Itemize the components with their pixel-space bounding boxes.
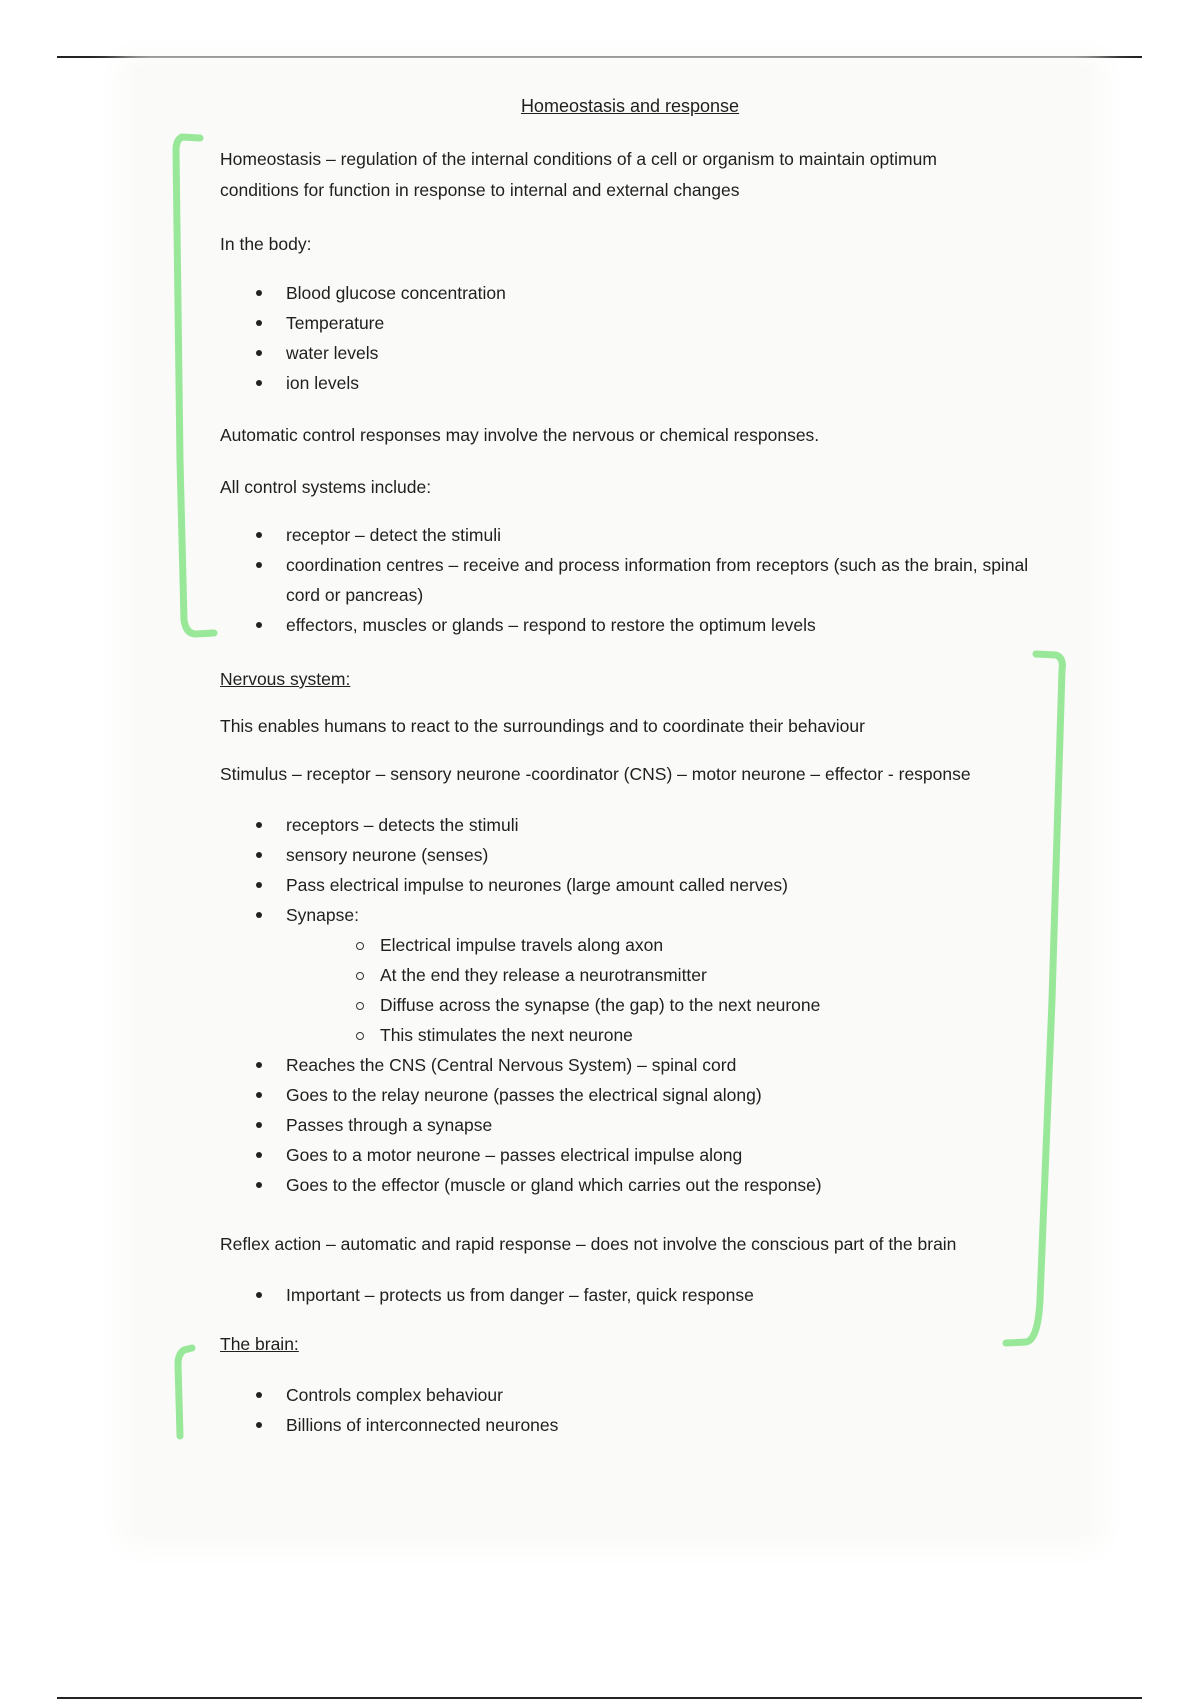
circle-bullet-icon [356,942,364,950]
bullet-icon [256,532,262,538]
list-item-text: receptor – detect the stimuli [286,525,501,545]
in-body-label: In the body: [220,234,312,254]
bullet-icon [256,1152,262,1158]
control-systems-list [250,520,1030,640]
bullet-icon [256,852,262,858]
bullet-icon [256,1292,262,1298]
list-item [250,840,1030,870]
sub-list-item-text: This stimulates the next neurone [380,1025,633,1045]
list-item [250,1280,1030,1310]
sub-list-item-text: Electrical impulse travels along axon [380,935,664,955]
bullet-icon [256,822,262,828]
list-item [250,338,1030,368]
list-item-text: coordination centres – receive and process information from receptors (such as the brain, spinal cord or pancreas) [286,555,1029,605]
circle-bullet-icon [356,1002,364,1010]
bullet-icon [256,1062,262,1068]
bullet-icon [256,912,262,918]
sub-list-item [286,990,1030,1020]
page-title: Homeostasis and response [520,96,740,116]
sub-list-item [286,1020,1030,1050]
in-body-list [250,278,1030,398]
list-item [250,550,1030,610]
list-item [250,1110,1030,1140]
list-item-text: Blood glucose concentration [286,283,506,303]
bullet-icon [256,380,262,386]
bullet-icon [256,350,262,356]
bullet-icon [256,1122,262,1128]
list-item-text: Passes through a synapse [286,1115,493,1135]
automatic-control-text: Automatic control responses may involve the nervous or chemical responses. [220,425,820,445]
bullet-icon [256,1092,262,1098]
bullet-icon [256,1182,262,1188]
list-item-text: sensory neurone (senses) [286,845,489,865]
list-item-text: receptors – detects the stimuli [286,815,519,835]
nervous-pathway-text: Stimulus – receptor – sensory neurone -coordinator (CNS) – motor neurone – effector - response [220,764,971,784]
synapse-sublist [286,930,1030,1050]
bullet-icon [256,1422,262,1428]
circle-bullet-icon [356,1032,364,1040]
list-item [250,1050,1030,1080]
list-item-text: Goes to a motor neurone – passes electrical impulse along [286,1145,743,1165]
bottom-rule [57,1697,1142,1699]
bullet-icon [256,320,262,326]
list-item-text: water levels [286,343,379,363]
reflex-list [250,1280,1030,1310]
list-item-text: Important – protects us from danger – faster, quick response [286,1285,754,1305]
reflex-action-text: Reflex action – automatic and rapid response – does not involve the conscious part of the brain [220,1234,957,1254]
list-item [250,278,1030,308]
nervous-enables-text: This enables humans to react to the surroundings and to coordinate their behaviour [220,716,865,736]
list-item-text: Pass electrical impulse to neurones (large amount called nerves) [286,875,788,895]
bullet-icon [256,882,262,888]
list-item-text: Controls complex behaviour [286,1385,503,1405]
nervous-list [250,810,1030,1200]
list-item-text: Goes to the effector (muscle or gland which carries out the response) [286,1175,822,1195]
list-item [250,870,1030,900]
homeostasis-definition: Homeostasis – regulation of the internal conditions of a cell or organism to maintain optimum conditions for function in response to internal and external changes [220,149,937,200]
sub-list-item-text: At the end they release a neurotransmitter [380,965,707,985]
nervous-system-heading: Nervous system: [220,669,351,689]
sub-list-item [286,960,1030,990]
list-item [250,520,1030,550]
sub-list-item [286,930,1030,960]
circle-bullet-icon [356,972,364,980]
list-item-text: effectors, muscles or glands – respond to restore the optimum levels [286,615,816,635]
list-item [250,368,1030,398]
list-item [250,1410,1030,1440]
list-item-text: Temperature [286,313,385,333]
list-item-text: Billions of interconnected neurones [286,1415,559,1435]
list-item-text: Synapse: [286,905,359,925]
list-item-text: ion levels [286,373,359,393]
list-item [250,308,1030,338]
list-item [250,1080,1030,1110]
list-item [250,1170,1030,1200]
list-item [250,1140,1030,1170]
bullet-icon [256,622,262,628]
list-item [250,900,1030,1050]
sub-list-item-text: Diffuse across the synapse (the gap) to the next neurone [380,995,821,1015]
brain-heading: The brain: [220,1334,299,1354]
brain-list [250,1380,1030,1440]
bullet-icon [256,1392,262,1398]
bullet-icon [256,290,262,296]
list-item-text: Goes to the relay neurone (passes the electrical signal along) [286,1085,762,1105]
list-item [250,1380,1030,1410]
bullet-icon [256,562,262,568]
list-item-text: Reaches the CNS (Central Nervous System) – spinal cord [286,1055,737,1075]
list-item [250,610,1030,640]
control-systems-label: All control systems include: [220,477,432,497]
list-item [250,810,1030,840]
